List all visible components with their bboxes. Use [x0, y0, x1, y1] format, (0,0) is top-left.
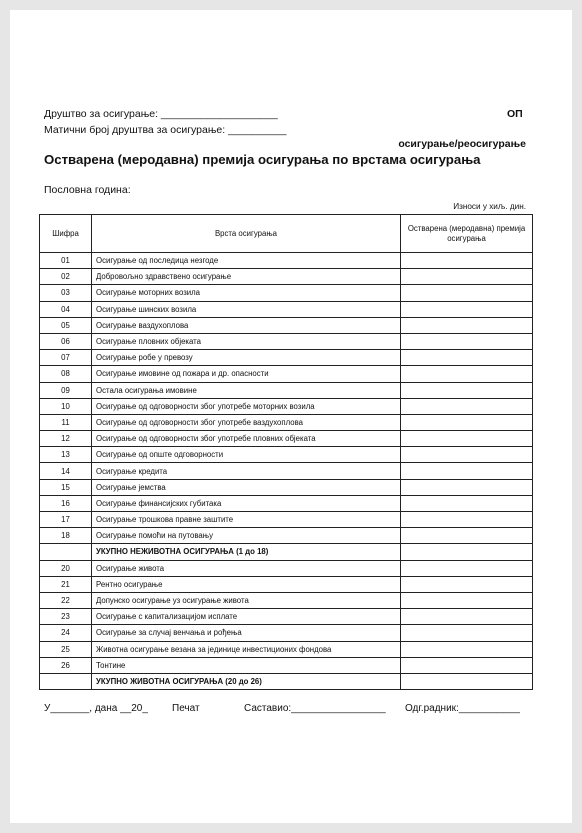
row-code: 21 — [40, 576, 92, 592]
row-premium-cell — [401, 512, 533, 528]
row-insurance-type: Тонтине — [92, 657, 401, 673]
row-premium-cell — [401, 657, 533, 673]
row-code: 24 — [40, 625, 92, 641]
row-insurance-type: Осигурање с капитализацијом исплате — [92, 609, 401, 625]
row-insurance-type: Осигурање од опште одговорности — [92, 447, 401, 463]
row-code: 15 — [40, 479, 92, 495]
row-code — [40, 544, 92, 560]
table-row — [40, 479, 533, 495]
row-code: 03 — [40, 285, 92, 301]
row-insurance-type: Осигурање за случај венчања и рођења — [92, 625, 401, 641]
row-insurance-type: Осигурање ваздухоплова — [92, 317, 401, 333]
row-insurance-type: Осигурање моторних возила — [92, 285, 401, 301]
row-code — [40, 673, 92, 689]
row-insurance-type: Осигурање живота — [92, 560, 401, 576]
row-premium-cell — [401, 609, 533, 625]
stamp-label: Печат — [172, 703, 200, 714]
row-code: 25 — [40, 641, 92, 657]
row-code: 22 — [40, 592, 92, 608]
page-title: Остварена (меродавна) премија осигурања по врстама осигурања — [44, 152, 481, 167]
table-row — [40, 317, 533, 333]
table-body — [40, 253, 533, 690]
business-year-label: Пословна година: — [44, 184, 131, 196]
row-premium-cell — [401, 528, 533, 544]
row-code: 18 — [40, 528, 92, 544]
table-row — [40, 641, 533, 657]
table-row — [40, 269, 533, 285]
row-premium-cell — [401, 495, 533, 511]
row-premium-cell — [401, 673, 533, 689]
reg-number-line: Матични број друштва за осигурање: __________ — [44, 124, 287, 136]
row-insurance-type: Рентно осигурање — [92, 576, 401, 592]
place-date-line: У_______, дана __20_ — [44, 703, 148, 714]
table-row — [40, 333, 533, 349]
row-insurance-type: Животна осигурање везана за јединице инвестиционих фондова — [92, 641, 401, 657]
row-premium-cell — [401, 301, 533, 317]
table-row — [40, 382, 533, 398]
responsible-line: Одг.радник:___________ — [405, 703, 520, 714]
table-row — [40, 350, 533, 366]
column-header-premium: Остварена (меродавна) премија осигурања — [401, 215, 533, 253]
row-premium-cell — [401, 641, 533, 657]
table-row — [40, 463, 533, 479]
row-premium-cell — [401, 285, 533, 301]
table-row — [40, 625, 533, 641]
row-insurance-type: Осигурање трошкова правне заштите — [92, 512, 401, 528]
table-row — [40, 560, 533, 576]
table-row — [40, 657, 533, 673]
row-insurance-type: Осигурање помоћи на путовању — [92, 528, 401, 544]
row-insurance-type: Добровољно здравствено осигурање — [92, 269, 401, 285]
row-insurance-type: Осигурање пловних објеката — [92, 333, 401, 349]
row-code: 20 — [40, 560, 92, 576]
row-insurance-type: Осигурање од последица незгоде — [92, 253, 401, 269]
amounts-note: Износи у хиљ. дин. — [453, 202, 526, 211]
row-code: 02 — [40, 269, 92, 285]
form-code: ОП — [507, 108, 523, 120]
row-insurance-type: Осигурање финансијских губитака — [92, 495, 401, 511]
row-premium-cell — [401, 576, 533, 592]
row-insurance-type: Остала осигурања имовине — [92, 382, 401, 398]
table-row — [40, 495, 533, 511]
table-row — [40, 592, 533, 608]
row-premium-cell — [401, 544, 533, 560]
table-row — [40, 253, 533, 269]
row-code: 08 — [40, 366, 92, 382]
row-code: 17 — [40, 512, 92, 528]
row-premium-cell — [401, 414, 533, 430]
table-total-row — [40, 544, 533, 560]
row-premium-cell — [401, 625, 533, 641]
column-header-type: Врста осигурања — [92, 215, 401, 253]
row-premium-cell — [401, 269, 533, 285]
table-row — [40, 447, 533, 463]
table-row — [40, 414, 533, 430]
row-premium-cell — [401, 398, 533, 414]
row-insurance-type: Осигурање робе у превозу — [92, 350, 401, 366]
form-page — [10, 10, 572, 823]
row-premium-cell — [401, 382, 533, 398]
row-code: 11 — [40, 414, 92, 430]
row-insurance-type: Допунско осигурање уз осигурање живота — [92, 592, 401, 608]
table-row — [40, 512, 533, 528]
table-row — [40, 366, 533, 382]
compiled-by-line: Саставио:_________________ — [244, 703, 386, 714]
row-code: 01 — [40, 253, 92, 269]
table-row — [40, 301, 533, 317]
row-code: 06 — [40, 333, 92, 349]
row-code: 26 — [40, 657, 92, 673]
table-header-row — [40, 215, 533, 253]
row-insurance-type: УКУПНО ЖИВОТНА ОСИГУРАЊА (20 до 26) — [92, 673, 401, 689]
table-row — [40, 398, 533, 414]
row-premium-cell — [401, 350, 533, 366]
row-code: 10 — [40, 398, 92, 414]
row-premium-cell — [401, 463, 533, 479]
row-premium-cell — [401, 253, 533, 269]
row-code: 14 — [40, 463, 92, 479]
row-code: 13 — [40, 447, 92, 463]
row-premium-cell — [401, 317, 533, 333]
row-insurance-type: УКУПНО НЕЖИВОТНА ОСИГУРАЊА (1 до 18) — [92, 544, 401, 560]
table-row — [40, 609, 533, 625]
row-insurance-type: Осигурање јемства — [92, 479, 401, 495]
row-insurance-type: Осигурање шинских возила — [92, 301, 401, 317]
table-total-row — [40, 673, 533, 689]
column-header-code: Шифра — [40, 215, 92, 253]
subtitle: осигурање/реосигурање — [398, 138, 526, 150]
row-code: 12 — [40, 431, 92, 447]
row-code: 16 — [40, 495, 92, 511]
row-code: 07 — [40, 350, 92, 366]
row-insurance-type: Осигурање имовине од пожара и др. опасности — [92, 366, 401, 382]
row-code: 04 — [40, 301, 92, 317]
row-insurance-type: Осигурање од одговорности због употребе моторних возила — [92, 398, 401, 414]
row-premium-cell — [401, 366, 533, 382]
row-premium-cell — [401, 333, 533, 349]
row-insurance-type: Осигурање кредита — [92, 463, 401, 479]
table-row — [40, 431, 533, 447]
company-line: Друштво за осигурање: ____________________ — [44, 108, 278, 120]
row-insurance-type: Осигурање од одговорности због употребе ваздухоплова — [92, 414, 401, 430]
row-premium-cell — [401, 560, 533, 576]
row-premium-cell — [401, 592, 533, 608]
row-premium-cell — [401, 479, 533, 495]
row-code: 09 — [40, 382, 92, 398]
row-premium-cell — [401, 447, 533, 463]
premium-table — [39, 214, 533, 690]
row-code: 23 — [40, 609, 92, 625]
table-row — [40, 285, 533, 301]
table-row — [40, 528, 533, 544]
row-insurance-type: Осигурање од одговорности због употребе пловних објеката — [92, 431, 401, 447]
row-code: 05 — [40, 317, 92, 333]
row-premium-cell — [401, 431, 533, 447]
table-row — [40, 576, 533, 592]
